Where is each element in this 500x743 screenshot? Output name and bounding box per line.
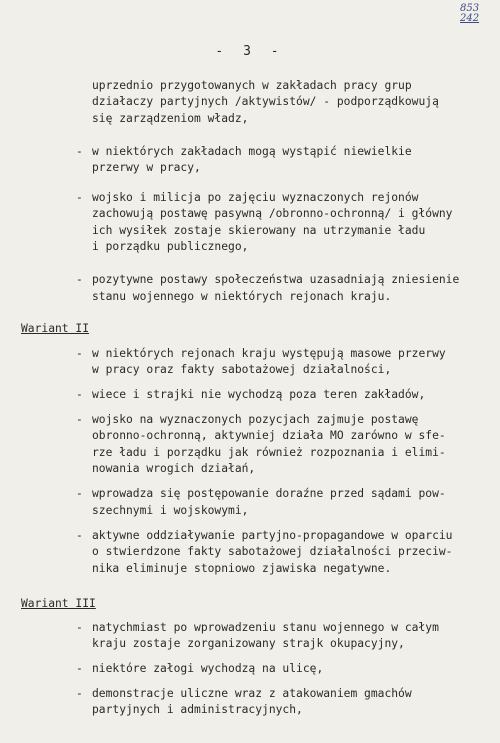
bullet-item-line: nowania wrogich działań, (92, 462, 256, 475)
paragraph-line: działaczy partyjnych /aktywistów/ - podporządkowują (92, 95, 439, 108)
bullet-item-line: wiece i strajki nie wychodzą poza teren zakładów, (92, 388, 426, 401)
bullet-dash: - (76, 487, 83, 500)
bullet-item-line: ich wysiłek zostaje skierowany na utrzymanie ładu (92, 224, 426, 237)
bullet-dash: - (76, 145, 83, 158)
bullet-dash: - (76, 621, 83, 634)
bullet-dash: - (76, 413, 83, 426)
paragraph-line: uprzednio przygotowanych w zakładach pracy grup (92, 79, 412, 92)
bullet-item-line: i porządku publicznego, (92, 240, 249, 253)
bullet-item-line: aktywne oddziaływanie partyjno-propagandowe w oparciu (92, 529, 453, 542)
bullet-dash: - (76, 662, 83, 675)
bullet-item-line: wojsko na wyznaczonych pozycjach zajmuje postawę (92, 413, 419, 426)
page-number: - 3 - (215, 44, 285, 59)
bullet-item-line: w niektórych zakładach mogą wystąpić niewielkie (92, 145, 412, 158)
bullet-dash: - (76, 388, 83, 401)
bullet-item-line: w niektórych rejonach kraju występują masowe przerwy (92, 347, 446, 360)
bullet-item-line: pozytywne postawy społeczeństwa uzasadniają zniesienie (92, 273, 460, 286)
bullet-item-line: rze ładu i porządku jak również rozpoznania i elimi- (92, 446, 446, 459)
bullet-dash: - (76, 191, 83, 204)
bullet-item-line: wprowadza się postępowanie doraźne przed sądami pow- (92, 487, 446, 500)
bullet-dash: - (76, 347, 83, 360)
bullet-dash: - (76, 273, 83, 286)
bullet-item-line: wojsko i milicja po zajęciu wyznaczonych rejonów (92, 191, 419, 204)
bullet-dash: - (76, 687, 83, 700)
bullet-dash: - (76, 529, 83, 542)
archive-number-top: 853 (460, 3, 480, 14)
archive-number-bottom: 242 (460, 13, 480, 24)
bullet-item-line: szechnymi i wojskowymi, (92, 504, 249, 517)
bullet-item-line: nika eliminuje stopniowo zjawiska negatywne. (92, 562, 392, 575)
bullet-item-line: przerwy w pracy, (92, 161, 201, 174)
bullet-item-line: zachowują postawę pasywną /obronno-ochronną/ i główny (92, 207, 453, 220)
bullet-item-line: obronno-ochronną, aktywniej działa MO zarówno w sfe- (92, 429, 446, 442)
archive-number-note (460, 4, 479, 24)
bullet-item-line: w pracy oraz fakty sabotażowej działalności, (92, 363, 392, 376)
bullet-item-line: kraju zostaje zorganizowany strajk okupacyjny, (92, 637, 405, 650)
bullet-item-line: demonstracje uliczne wraz z atakowaniem gmachów (92, 687, 412, 700)
section-heading: Wariant II (21, 322, 90, 335)
bullet-item-line: niektóre załogi wychodzą na ulicę, (92, 662, 324, 675)
section-heading: Wariant III (21, 597, 96, 610)
bullet-item-line: natychmiast po wprowadzeniu stanu wojennego w całym (92, 621, 439, 634)
bullet-item-line: partyjnych i administracyjnych, (92, 703, 303, 716)
bullet-item-line: stanu wojennego w niektórych rejonach kraju. (92, 290, 392, 303)
bullet-item-line: o stwierdzone fakty sabotażowej działalności przeciw- (92, 545, 453, 558)
paragraph-line: się zarządzeniom władz, (92, 112, 249, 125)
